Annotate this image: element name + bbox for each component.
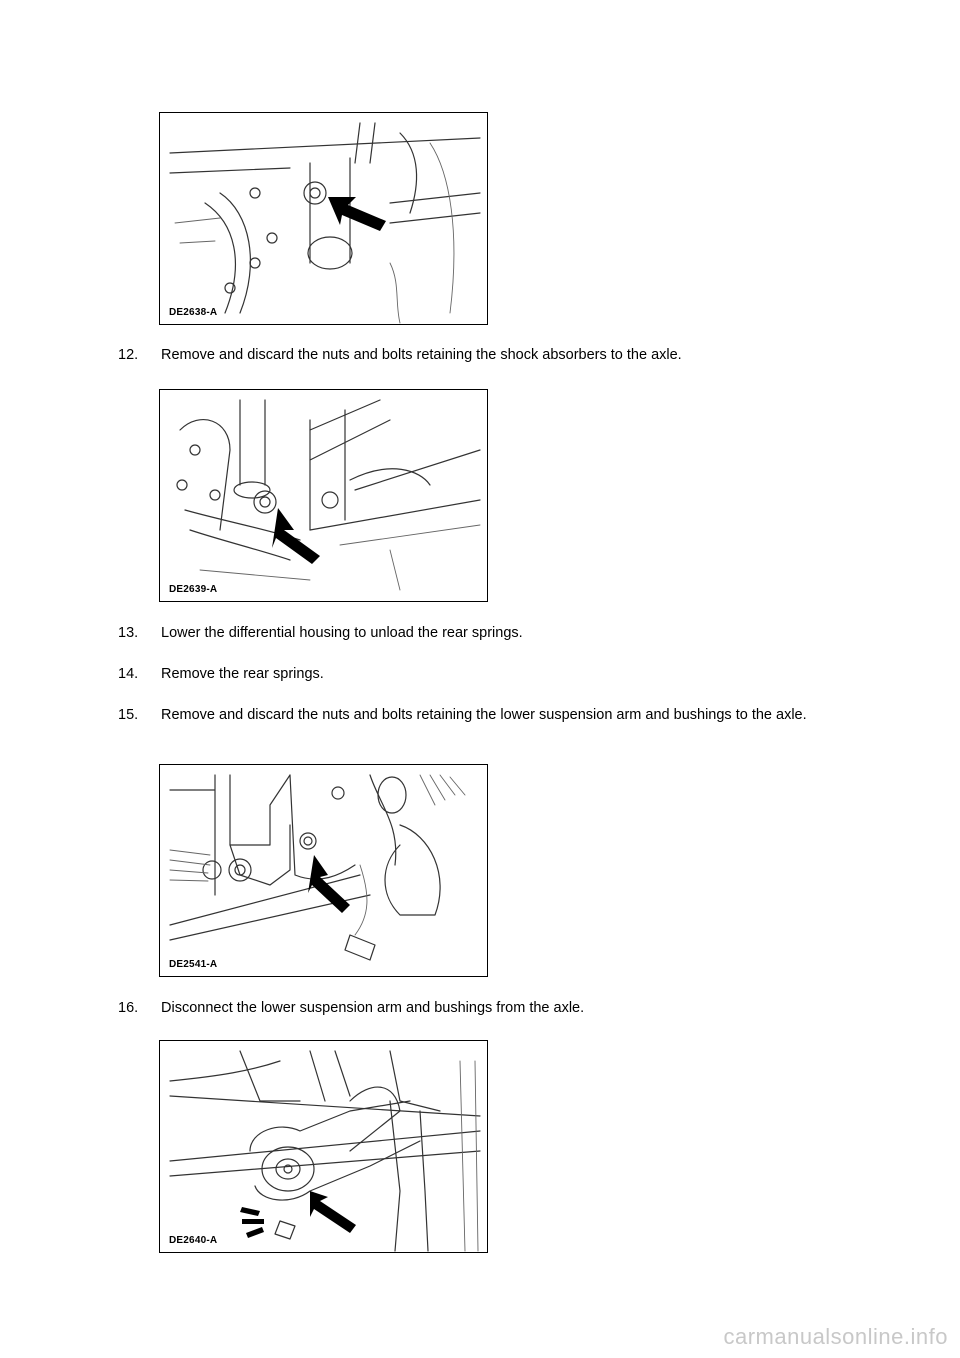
step-text: Remove and discard the nuts and bolts retaining the lower suspension arm and bushings to the axle. [161,707,807,723]
step-number: 14. [118,666,139,682]
step-14 [118,665,838,684]
figure-shock-upper-mount [159,112,488,325]
arrow-pointing-lower-arm-bushing-icon [310,1191,356,1233]
step-number: 16. [118,1000,139,1016]
figure-label: DE2541-A [169,959,218,970]
figure-label: DE2640-A [169,1235,218,1246]
step-text: Remove and discard the nuts and bolts retaining the shock absorbers to the axle. [161,347,682,363]
step-15 [118,706,838,725]
watermark: carmanualsonline.info [723,1324,948,1349]
arrow-pointing-shock-absorber-upper-bolt-icon [328,197,386,231]
figure-lower-arm-bolt [159,764,488,977]
illustration-shock-upper-mount [160,113,488,325]
illustration-lower-arm-bushing [160,1041,488,1253]
step-16 [118,999,838,1018]
step-13 [118,624,838,643]
figure-label: DE2638-A [169,307,218,318]
illustration-shock-lower-mount [160,390,488,602]
figure-lower-arm-bushing [159,1040,488,1253]
step-number: 15. [118,707,139,723]
step-text: Remove the rear springs. [161,666,324,682]
illustration-lower-arm-bolt [160,765,488,977]
step-12 [118,346,838,365]
figure-label: DE2639-A [169,584,218,595]
figure-shock-lower-mount [159,389,488,602]
step-text: Lower the differential housing to unload the rear springs. [161,625,523,641]
step-number: 13. [118,625,139,641]
bushing-motion-lines-icon [240,1207,264,1238]
step-text: Disconnect the lower suspension arm and bushings from the axle. [161,1000,585,1016]
step-number: 12. [118,347,139,363]
arrow-pointing-shock-absorber-lower-bolt-icon [272,508,320,564]
